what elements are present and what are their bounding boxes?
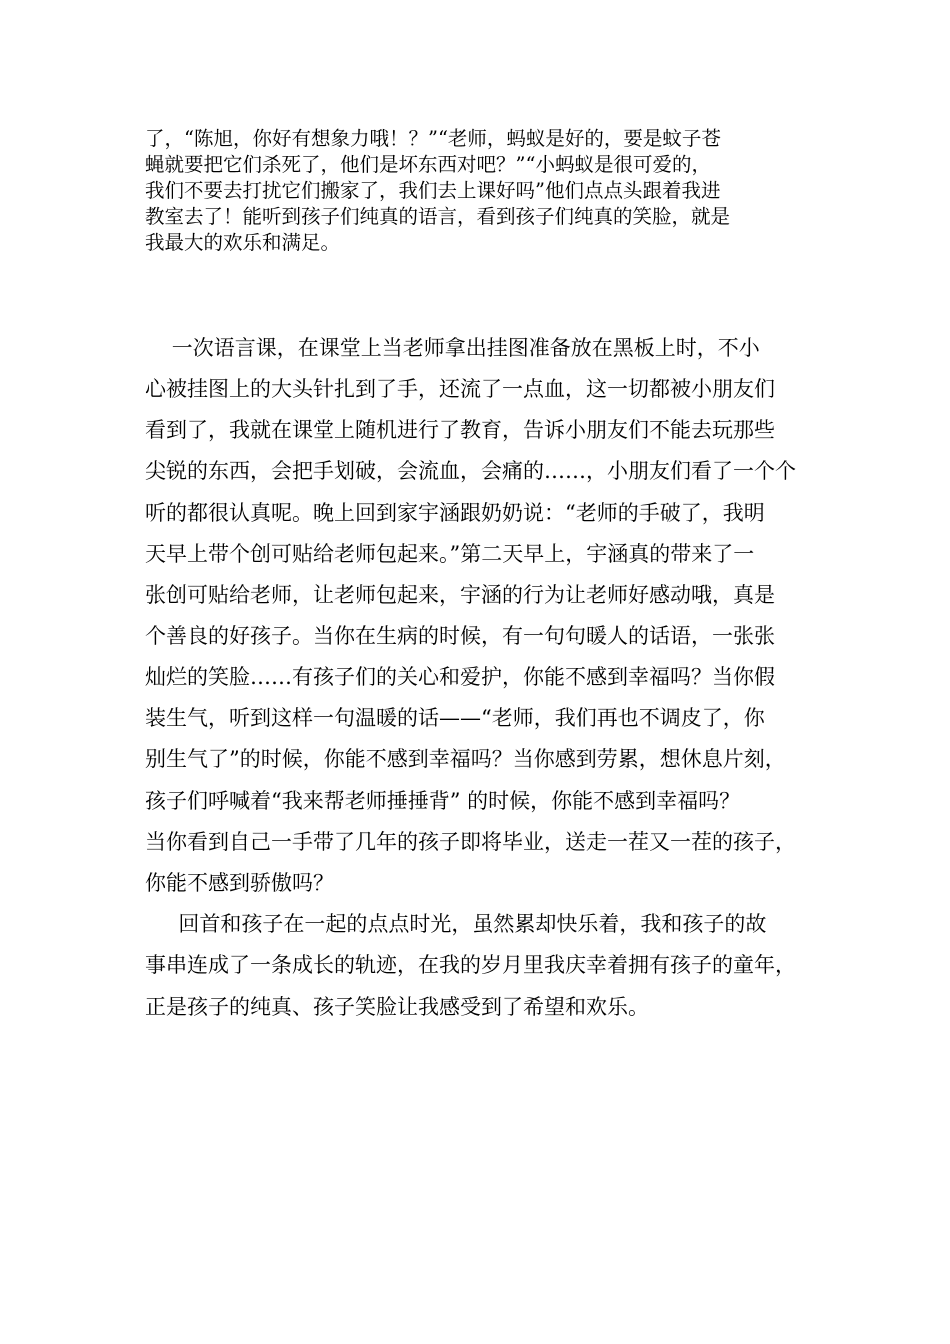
- text-line: 当你看到自己一手带了几年的孩子即将毕业，送走一茬又一茬的孩子，: [145, 830, 796, 854]
- text-line: 正是孩子的纯真、孩子笑脸让我感受到了希望和欢乐。: [145, 995, 649, 1019]
- text-line: 孩子们呼喊着“我来帮老师捶捶背” 的时候，你能不感到幸福吗？: [145, 789, 741, 813]
- text-line: 我最大的欢乐和满足。: [145, 231, 341, 254]
- text-line: 尖锐的东西，会把手划破，会流血，会痛的……，小朋友们看了一个个: [145, 459, 796, 483]
- text-line: 个善良的好孩子。当你在生病的时候，有一句句暖人的话语，一张张: [145, 624, 775, 648]
- text-line: 蝇就要把它们杀死了，他们是坏东西对吧？”“小蚂蚁是很可爱的，: [145, 153, 711, 176]
- text-line: 天早上带个创可贴给老师包起来。”第二天早上，宇涵真的带来了一: [145, 542, 755, 566]
- text-line: 回首和孩子在一起的点点时光，虽然累却快乐着，我和孩子的故: [145, 912, 767, 936]
- text-line: 别生气了”的时候，你能不感到幸福吗？当你感到劳累，想休息片刻，: [145, 747, 786, 771]
- text-line: 了，“陈旭，你好有想象力哦！？”“老师，蚂蚁是好的，要是蚊子苍: [145, 127, 721, 150]
- text-line: 听的都很认真呢。晚上回到家宇涵跟奶奶说：“老师的手破了，我明: [145, 501, 765, 525]
- text-line: 看到了，我就在课堂上随机进行了教育，告诉小朋友们不能去玩那些: [145, 418, 775, 442]
- text-line: 你能不感到骄傲吗？: [145, 871, 334, 895]
- text-line: 教室去了！能听到孩子们纯真的语言，看到孩子们纯真的笑脸，就是: [145, 205, 731, 228]
- text-line: 我们不要去打扰它们搬家了，我们去上课好吗”他们点点头跟着我进: [145, 179, 721, 202]
- text-line: 装生气，听到这样一句温暖的话——“老师，我们再也不调皮了，你: [145, 706, 765, 730]
- text-line: 事串连成了一条成长的轨迹，在我的岁月里我庆幸着拥有孩子的童年，: [145, 953, 796, 977]
- text-line: 张创可贴给老师，让老师包起来，宇涵的行为让老师好感动哦，真是: [145, 583, 775, 607]
- text-line: 灿烂的笑脸……有孩子们的关心和爱护，你能不感到幸福吗？当你假: [145, 665, 775, 689]
- text-line: 一次语言课，在课堂上当老师拿出挂图准备放在黑板上时，不小: [145, 336, 760, 360]
- text-line: 心被挂图上的大头针扎到了手，还流了一点血，这一切都被小朋友们: [145, 377, 775, 401]
